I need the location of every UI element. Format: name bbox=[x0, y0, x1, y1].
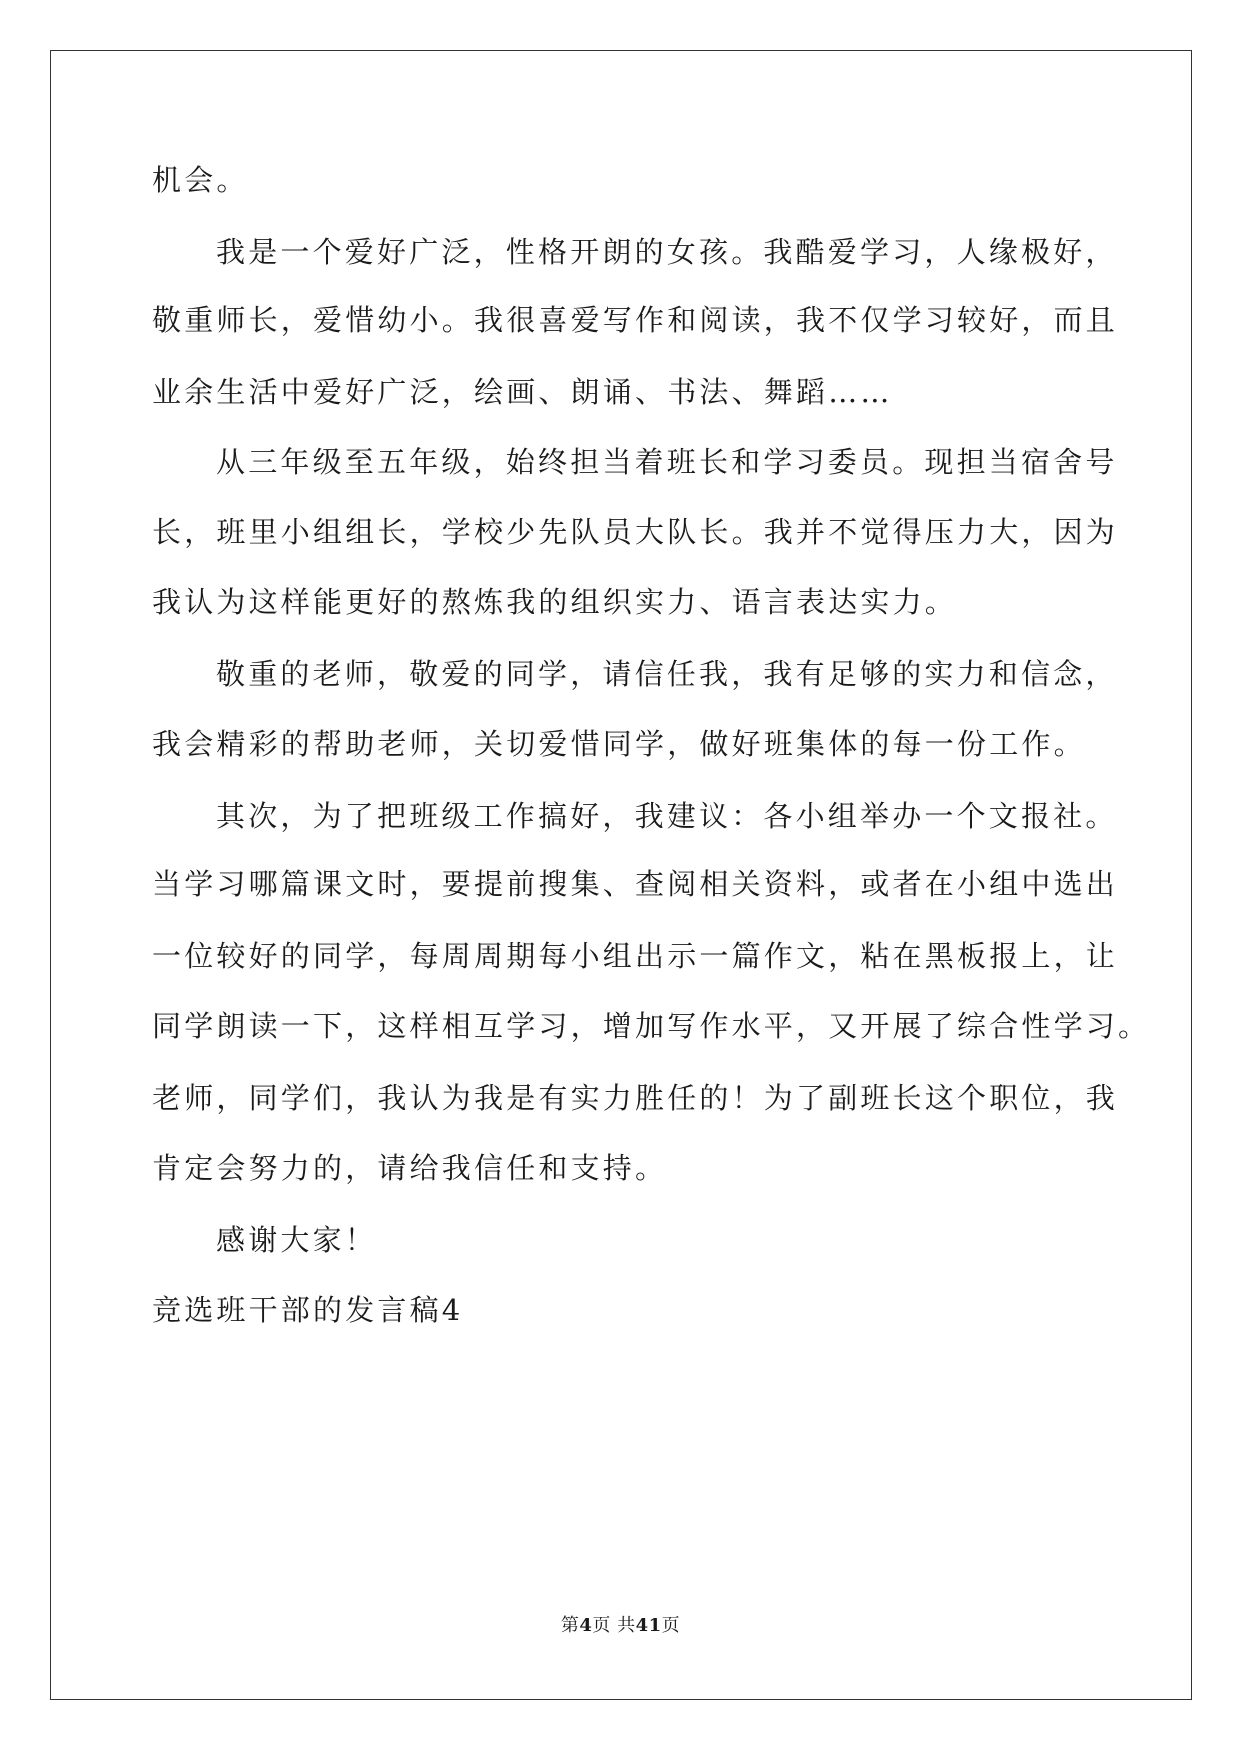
text-line: 肯定会努力的，请给我信任和支持。 bbox=[152, 1151, 668, 1185]
footer-middle: 页 共 bbox=[592, 1615, 636, 1636]
text-line: 当学习哪篇课文时，要提前搜集、查阅相关资料，或者在小组中选出 bbox=[152, 867, 1119, 901]
text-line: 老师，同学们，我认为我是有实力胜任的！为了副班长这个职位，我 bbox=[152, 1081, 1119, 1115]
paragraph-line: 敬重的老师，敬爱的同学，请信任我，我有足够的实力和信念， bbox=[216, 657, 1118, 691]
paragraph-line: 感谢大家！ bbox=[216, 1223, 378, 1257]
paragraph-line: 我是一个爱好广泛，性格开朗的女孩。我酷爱学习，人缘极好， bbox=[216, 235, 1118, 269]
text-line: 敬重师长，爱惜幼小。我很喜爱写作和阅读，我不仅学习较好，而且 bbox=[152, 303, 1119, 337]
footer-suffix: 页 bbox=[661, 1615, 681, 1636]
current-page-number: 4 bbox=[579, 1615, 593, 1636]
text-line: 我认为这样能更好的熬炼我的组织实力、语言表达实力。 bbox=[152, 585, 958, 619]
section-heading: 竞选班干部的发言稿4 bbox=[152, 1293, 464, 1327]
text-line: 同学朗读一下，这样相互学习，增加写作水平，又开展了综合性学习。 bbox=[152, 1009, 1151, 1043]
paragraph-line: 其次，为了把班级工作搞好，我建议：各小组举办一个文报社。 bbox=[216, 799, 1118, 833]
text-line: 机会。 bbox=[152, 163, 249, 197]
paragraph-line: 从三年级至五年级，始终担当着班长和学习委员。现担当宿舍号 bbox=[216, 445, 1118, 479]
text-line: 我会精彩的帮助老师，关切爱惜同学，做好班集体的每一份工作。 bbox=[152, 727, 1086, 761]
total-pages-number: 41 bbox=[635, 1615, 662, 1636]
footer-prefix: 第 bbox=[560, 1615, 580, 1636]
text-line: 业余生活中爱好广泛，绘画、朗诵、书法、舞蹈…… bbox=[152, 375, 893, 409]
page-footer bbox=[0, 1614, 1241, 1638]
text-line: 长，班里小组组长，学校少先队员大队长。我并不觉得压力大，因为 bbox=[152, 515, 1119, 549]
text-line: 一位较好的同学，每周周期每小组出示一篇作文，粘在黑板报上，让 bbox=[152, 939, 1119, 973]
